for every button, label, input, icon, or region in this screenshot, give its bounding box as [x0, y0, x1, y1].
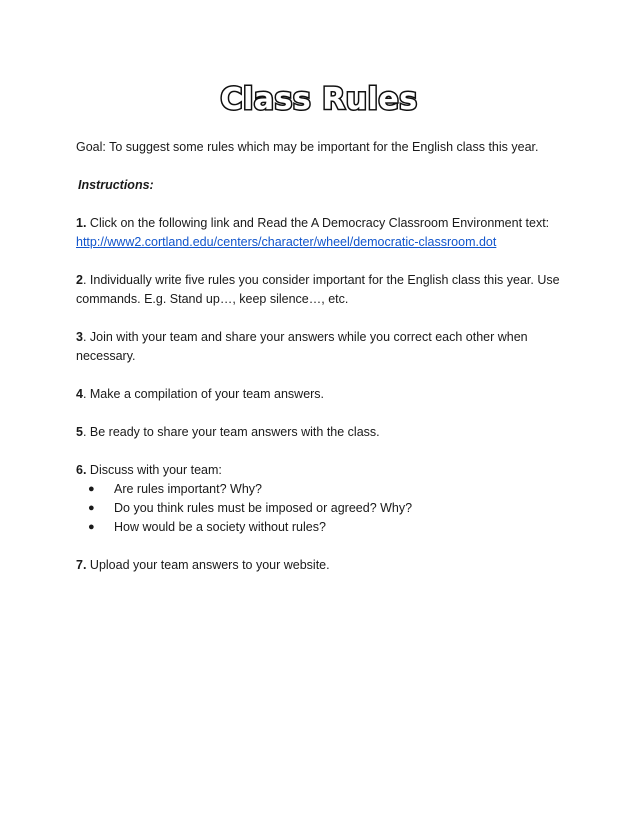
page-title: Class Rules: [220, 82, 418, 117]
list-item: ● Are rules important? Why?: [76, 480, 576, 499]
step-text: Discuss with your team:: [86, 463, 222, 477]
step-number: 7.: [76, 558, 87, 572]
bullet-icon: ●: [88, 521, 95, 533]
step-text: . Make a compilation of your team answers.: [82, 387, 325, 401]
step-number: 3: [76, 330, 83, 344]
bullet-icon: ●: [88, 483, 95, 495]
step-2: [76, 271, 576, 309]
step-text: . Be ready to share your team answers with the class.: [82, 425, 380, 439]
title-container: [0, 78, 638, 122]
step-text: Upload your team answers to your website.: [86, 558, 330, 572]
step-1: [76, 214, 576, 252]
step-text: . Join with your team and share your answers while you correct each other when necessary.: [76, 330, 528, 363]
step-number: 2: [76, 273, 83, 287]
step-7: [76, 556, 576, 575]
step-6: [76, 461, 576, 480]
step-4: [76, 385, 576, 404]
step-number: 1.: [76, 216, 87, 230]
goal-text: Goal: To suggest some rules which may be important for the English class this year.: [76, 140, 539, 154]
document-body: [76, 138, 576, 575]
step-number: 4: [76, 387, 83, 401]
step-number: 6.: [76, 463, 87, 477]
step-3: [76, 328, 576, 366]
step-5: [76, 423, 576, 442]
democratic-classroom-link[interactable]: http://www2.cortland.edu/centers/character/wheel/democratic-classroom.dot: [76, 235, 497, 249]
bullet-icon: ●: [88, 502, 95, 514]
discussion-questions: [76, 480, 576, 537]
list-item: ● How would be a society without rules?: [76, 518, 576, 537]
step-text: Click on the following link and Read the A Democracy Classroom Environment text:: [86, 216, 550, 230]
list-item: ● Do you think rules must be imposed or agreed? Why?: [76, 499, 576, 518]
step-number: 5: [76, 425, 83, 439]
instructions-heading: Instructions:: [78, 178, 154, 192]
step-text: . Individually write five rules you consider important for the English class this year. Use commands. E.g. Stand up…, keep silence…, etc.: [76, 273, 560, 306]
